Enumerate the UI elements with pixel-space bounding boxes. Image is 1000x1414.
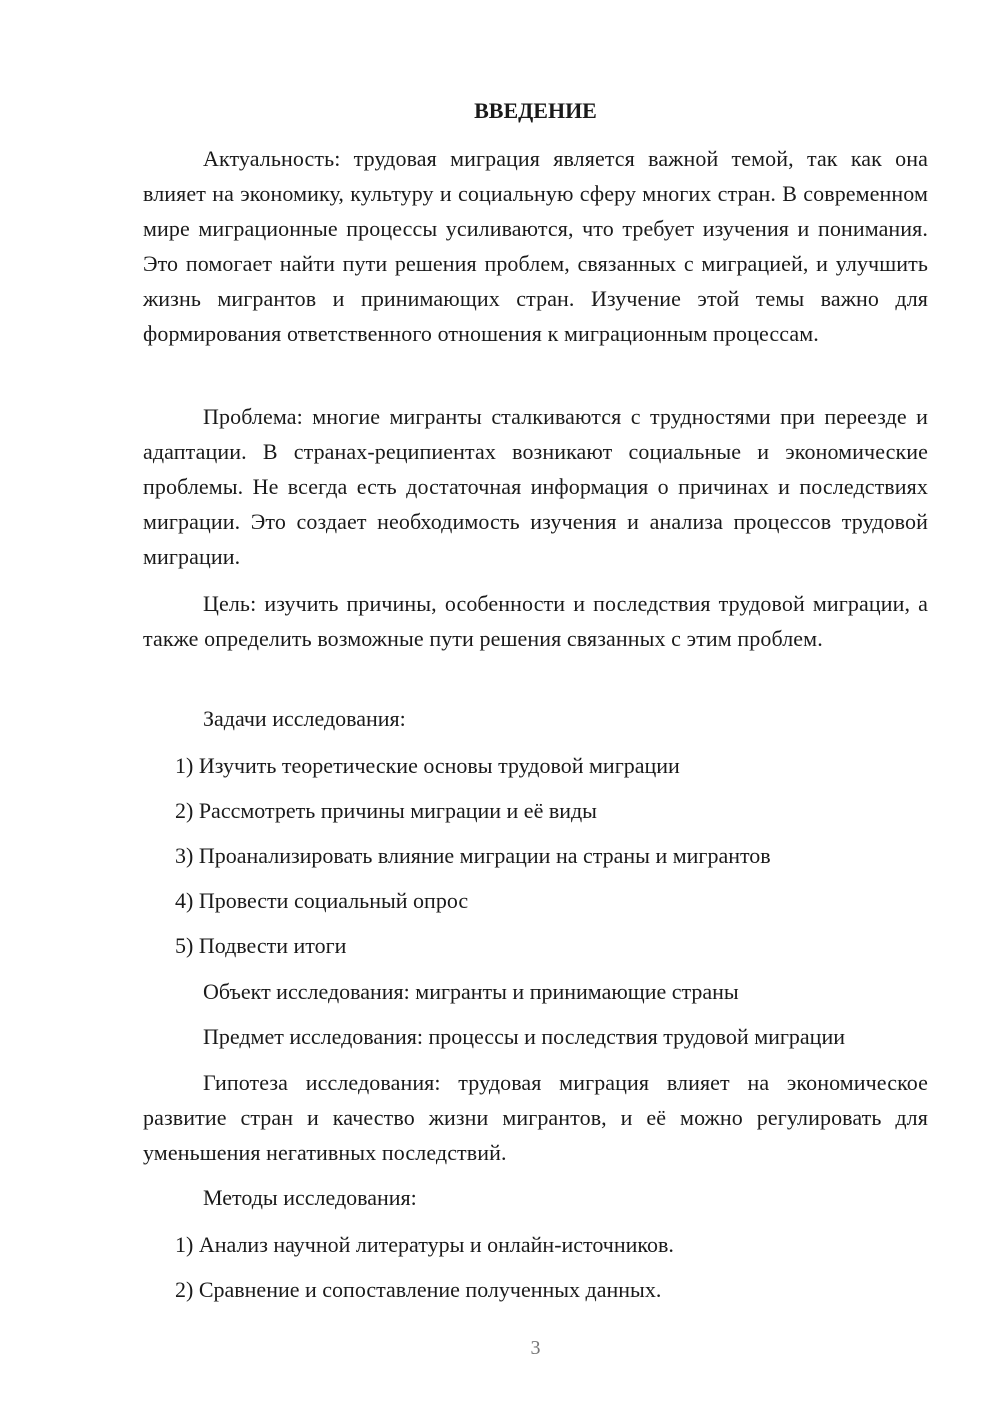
method-item-2: 2) Сравнение и сопоставление полученных данных. bbox=[175, 1277, 662, 1302]
method-item-1: 1) Анализ научной литературы и онлайн-источников. bbox=[175, 1232, 674, 1257]
goal-paragraph: Цель: изучить причины, особенности и последствия трудовой миграции, а также определить возможные пути решения связанных с этим проблем. bbox=[143, 591, 928, 651]
problem-paragraph: Проблема: многие мигранты сталкиваются с трудностями при переезде и адаптации. В странах-реципиентах возникают социальные и экономические проблемы. Не всегда есть достаточная информация о причинах и последствиях миграции. Это создает необходимость изучения и анализа процессов трудовой миграции. bbox=[143, 404, 928, 569]
task-item-5: 5) Подвести итоги bbox=[175, 933, 347, 958]
task-item-1: 1) Изучить теоретические основы трудовой миграции bbox=[175, 753, 680, 778]
tasks-heading: Задачи исследования: bbox=[203, 706, 406, 731]
research-subject: Предмет исследования: процессы и последствия трудовой миграции bbox=[203, 1024, 845, 1049]
task-item-4: 4) Провести социальный опрос bbox=[175, 888, 469, 913]
task-item-2: 2) Рассмотреть причины миграции и её виды bbox=[175, 798, 597, 823]
hypothesis-paragraph: Гипотеза исследования: трудовая миграция влияет на экономическое развитие стран и качество жизни мигрантов, и её можно регулировать для уменьшения негативных последствий. bbox=[143, 1070, 928, 1165]
page-number: 3 bbox=[530, 1337, 541, 1359]
research-object: Объект исследования: мигранты и принимающие страны bbox=[203, 979, 739, 1004]
relevance-paragraph: Актуальность: трудовая миграция является важной темой, так как она влияет на экономику, культуру и социальную сферу многих стран. В современном мире миграционные процессы усиливаются, что требует изучения и понимания. Это помогает найти пути решения проблем, связанных с миграцией, и улучшить жизнь мигрантов и принимающих стран. Изучение этой темы важно для формирования ответственного отношения к миграционным процессам. bbox=[143, 146, 928, 346]
task-item-3: 3) Проанализировать влияние миграции на страны и мигрантов bbox=[175, 843, 771, 868]
methods-heading: Методы исследования: bbox=[203, 1185, 417, 1210]
page-title: ВВЕДЕНИЕ bbox=[474, 98, 597, 123]
document-page bbox=[143, 0, 928, 1414]
